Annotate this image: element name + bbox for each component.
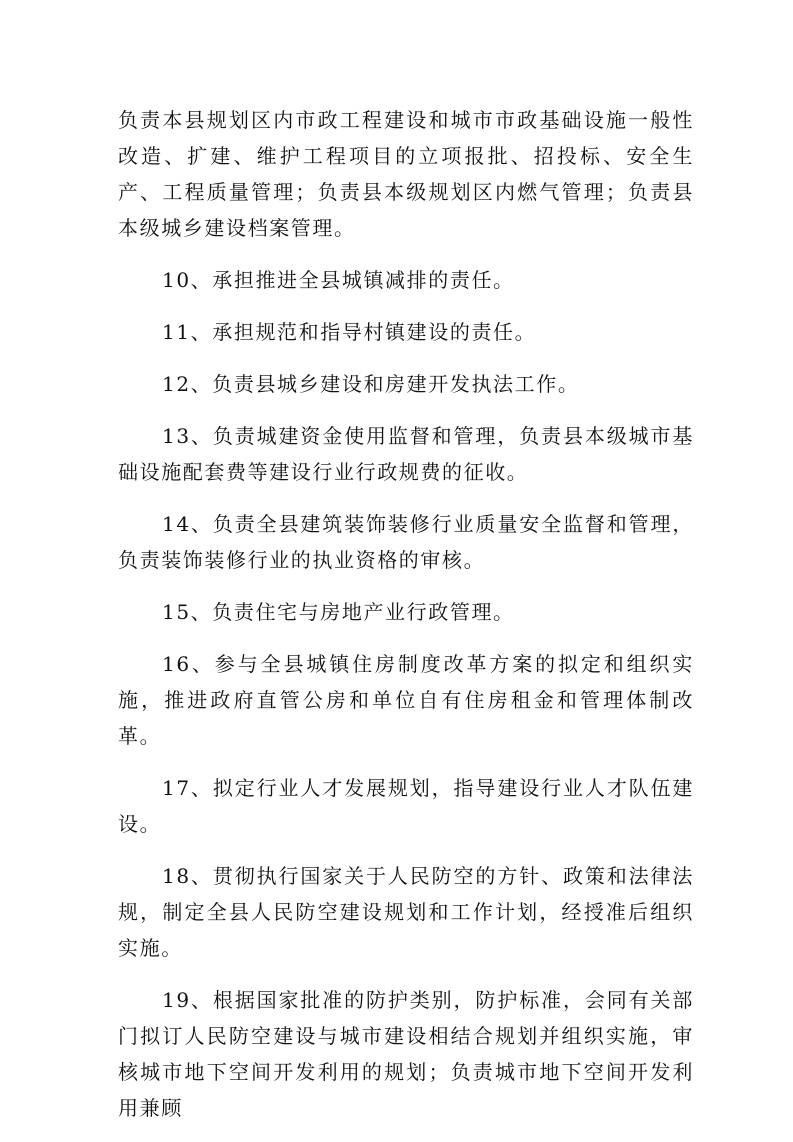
paragraph-item-19: 19、根据国家批准的防护类别，防护标准，会同有关部门拟订人民防空建设与城市建设相结合规划并组织实施，审核城市地下空间开发利用的规划；负责城市地下空间开发利用兼顾: [118, 988, 694, 1120]
paragraph-item-13: 13、负责城建资金使用监督和管理，负责县本级城市基础设施配套费等建设行业行政规费的征收。: [118, 424, 694, 484]
paragraph-item-16: 16、参与全县城镇住房制度改革方案的拟定和组织实施，推进政府直管公房和单位自有住房租金和管理体制改革。: [118, 652, 694, 748]
document-body: [118, 102, 694, 1142]
paragraph-item-12: 12、负责县城乡建设和房建开发执法工作。: [162, 372, 580, 396]
paragraph-continuation: 负责本县规划区内市政工程建设和城市市政基础设施一般性改造、扩建、维护工程项目的立项报批、招投标、安全生产、工程质量管理；负责县本级规划区内燃气管理；负责县本级城乡建设档案管理。: [118, 108, 694, 240]
paragraph-item-14: 14、负责全县建筑装饰装修行业质量安全监督和管理，负责装饰装修行业的执业资格的审核。: [118, 512, 694, 572]
paragraph-item-17: 17、拟定行业人才发展规划，指导建设行业人才队伍建设。: [118, 776, 694, 836]
paragraph-item-15: 15、负责住宅与房地产业行政管理。: [162, 600, 515, 624]
paragraph-item-18: 18、贯彻执行国家关于人民防空的方针、政策和法律法规，制定全县人民防空建设规划和工作计划，经授准后组织实施。: [118, 864, 694, 960]
paragraph-item-10: 10、承担推进全县城镇减排的责任。: [162, 268, 515, 292]
paragraph-item-11: 11、承担规范和指导村镇建设的责任。: [162, 320, 537, 344]
